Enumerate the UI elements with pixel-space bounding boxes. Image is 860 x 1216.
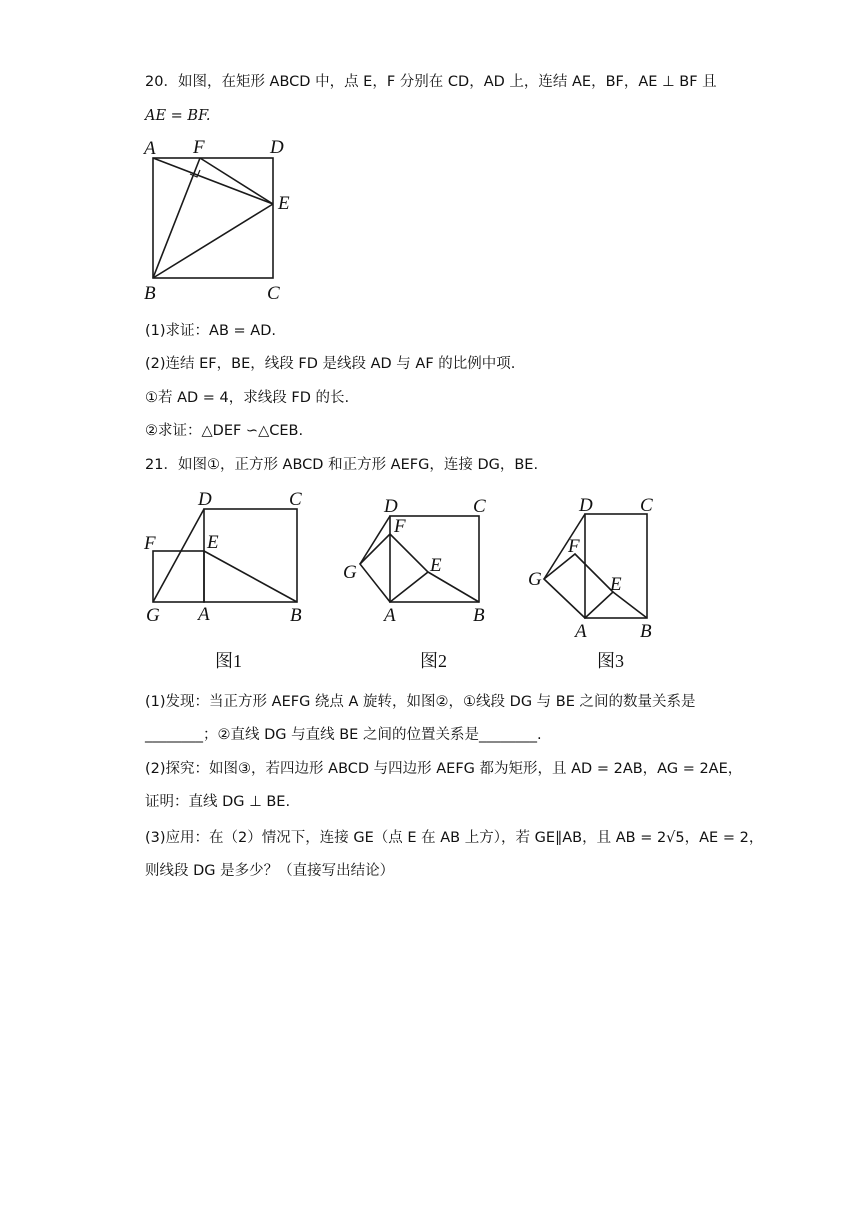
q21-part3-line2: 则线段 DG 是多少？（直接写出结论） bbox=[145, 863, 395, 879]
q21-fig1-label-c: C bbox=[289, 489, 302, 510]
q21-fig3-rect-abcd bbox=[585, 514, 647, 618]
q21-part2-line1: (2)探究：如图③，若四边形 ABCD 与四边形 AEFG 都为矩形，且 AD = 2AB，AG = 2AE， bbox=[145, 761, 743, 777]
q21-fig3-label-b: B bbox=[640, 621, 652, 642]
q21-fig3-label-g: G bbox=[528, 569, 542, 590]
q20-label-e: E bbox=[278, 193, 290, 214]
q21-figure-3 bbox=[525, 486, 685, 676]
q21-part1-line2: ________；②直线 DG 与直线 BE 之间的位置关系是________. bbox=[145, 727, 542, 743]
q20-figure bbox=[140, 136, 300, 306]
q21-fig2-label-g: G bbox=[343, 562, 357, 583]
q21-fig1-square-aefg bbox=[153, 551, 204, 602]
q21-fig3-label-f: F bbox=[568, 536, 580, 557]
q20-segment-ae bbox=[153, 158, 273, 204]
q21-part1-line1: (1)发现：当正方形 AEFG 绕点 A 旋转，如图②，①线段 DG 与 BE 之间的数量关系是 bbox=[145, 694, 696, 710]
q21-fig2-label-a: A bbox=[384, 605, 396, 626]
q21-fig1-label-g: G bbox=[146, 605, 160, 626]
q20-label-a: A bbox=[144, 138, 156, 159]
q21-fig3-label-c: C bbox=[640, 495, 653, 516]
q21-fig2-label-d: D bbox=[384, 496, 398, 517]
q21-fig1-segment-dg bbox=[153, 509, 204, 602]
q20-part2: (2)连结 EF，BE，线段 FD 是线段 AD 与 AF 的比例中项. bbox=[145, 356, 516, 372]
q20-stem-line2: AE = BF. bbox=[145, 108, 211, 124]
q20-label-c: C bbox=[267, 283, 280, 304]
q20-label-f: F bbox=[193, 137, 205, 158]
q21-part3-line1: (3)应用：在（2）情况下，连接 GE（点 E 在 AB 上方），若 GE∥AB，且 AB = 2√5，AE = 2， bbox=[145, 830, 764, 846]
q21-fig3-label-a: A bbox=[575, 621, 587, 642]
q21-fig1-label-d: D bbox=[198, 489, 212, 510]
q21-fig3-label-d: D bbox=[579, 495, 593, 516]
q20-label-d: D bbox=[270, 137, 284, 158]
q21-fig2-label-e: E bbox=[430, 555, 442, 576]
q20-part2-sub2: ②求证：△DEF ∽△CEB. bbox=[145, 423, 304, 439]
q21-fig1-square-abcd bbox=[204, 509, 297, 602]
q21-caption-1: 图1 bbox=[215, 651, 242, 671]
q21-fig2-label-b: B bbox=[473, 605, 485, 626]
q21-caption-2: 图2 bbox=[420, 651, 447, 671]
q20-part1: (1)求证：AB = AD. bbox=[145, 323, 276, 339]
q20-square bbox=[153, 158, 273, 278]
q21-fig2-segment-dg bbox=[360, 516, 390, 564]
q20-segment-bf bbox=[153, 158, 200, 278]
q21-fig2-label-f: F bbox=[394, 516, 406, 537]
q21-part2-line2: 证明：直线 DG ⊥ BE. bbox=[145, 794, 291, 810]
q21-stem: 21．如图①，正方形 ABCD 和正方形 AEFG，连接 DG，BE. bbox=[145, 457, 539, 473]
q21-fig1-label-e: E bbox=[207, 532, 219, 553]
q21-fig2-label-c: C bbox=[473, 496, 486, 517]
q20-segment-be bbox=[153, 204, 273, 278]
q21-fig1-label-f: F bbox=[144, 533, 156, 554]
q21-figure-2 bbox=[340, 486, 510, 676]
q20-part2-sub1: ①若 AD = 4，求线段 FD 的长. bbox=[145, 390, 350, 406]
q21-fig1-label-b: B bbox=[290, 605, 302, 626]
q21-figure-1 bbox=[140, 486, 320, 676]
q21-fig1-label-a: A bbox=[198, 604, 210, 625]
q21-fig3-label-e: E bbox=[610, 574, 622, 595]
q20-stem-line1: 20．如图，在矩形 ABCD 中，点 E，F 分别在 CD，AD 上，连结 AE，BF，AE ⊥ BF 且 bbox=[145, 74, 717, 90]
q21-fig3-segment-be bbox=[613, 592, 647, 618]
q21-fig1-segment-be bbox=[204, 551, 297, 602]
q21-fig2-square-aefg bbox=[360, 534, 428, 602]
q21-caption-3: 图3 bbox=[597, 651, 624, 671]
q20-label-b: B bbox=[144, 283, 156, 304]
q21-fig2-segment-be bbox=[428, 572, 479, 602]
